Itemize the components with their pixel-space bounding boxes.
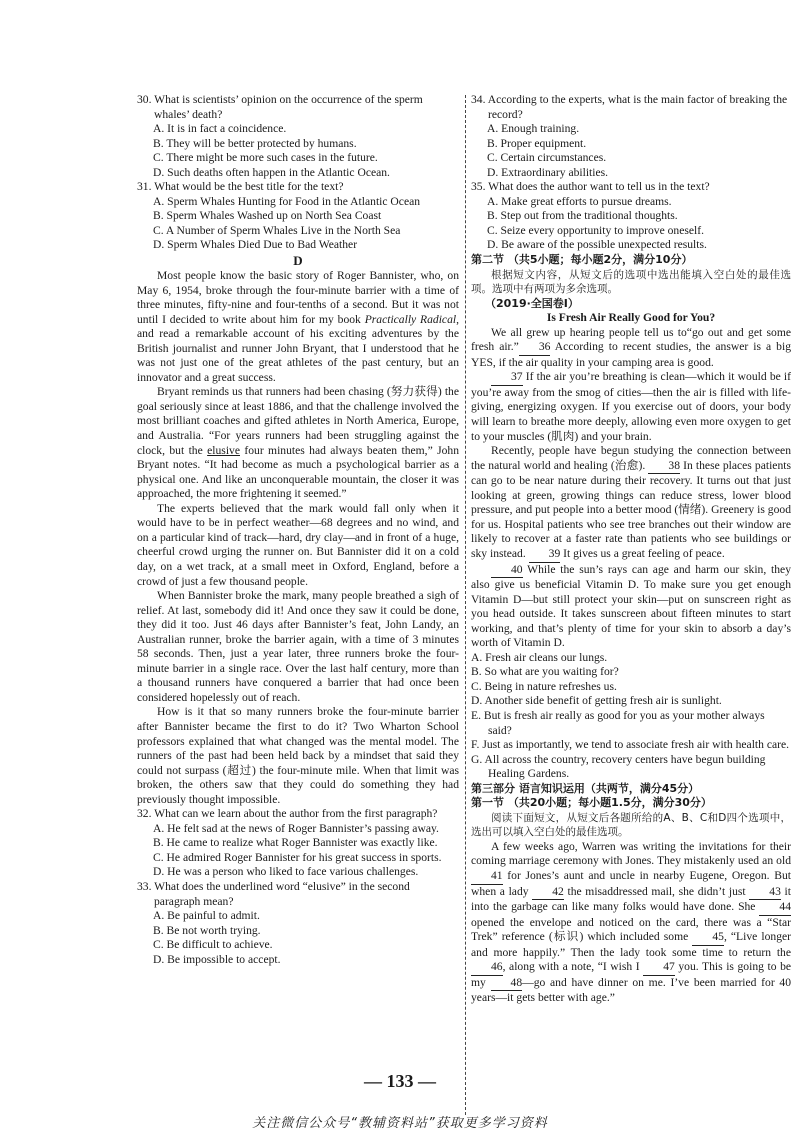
footer-note: 关注微信公众号“教辅资料站”获取更多学习资料 [252,1116,548,1131]
q33-options-row-2: C. Be difficult to achieve.D. Be impossible to accept. [153,938,281,966]
blank-36: 36 [519,340,551,356]
blank-44: 44 [759,900,791,916]
gap-option-f: F. Just as importantly, we tend to associate fresh air with health care. [471,738,790,752]
question-30: 30. What is scientists’ opinion on the occurrence of the sperm whales’ death? [137,93,423,121]
gap-option-g: G. All across the country, recovery centers have begun building Healing Gardens. [471,752,766,781]
gap-paragraph-3: Recently, people have begun studying the connection between the natural world and healing (治愈). 38 In these places patients can go to be near nature during their recovery. It turns out that just looking at green, growing things can reduce stress, lower blood pressure, and put people into a better mood (情绪). Greenery is good for us. Hospital patients who see tree branches out their window are likely to recover at a faster rate than patients who see buildings or sky instead. 39 It gives us a great feeling of peace. [471,444,791,562]
gap-option-c: C. Being in nature refreshes us. [471,679,617,693]
gap-paragraph-1: We all grew up hearing people tell us to“go out and get some fresh air.” 36 According to recent studies, the answer is a big YES, if the air quality in your camping area is good. [471,325,791,369]
q31-option-b: B. Sperm Whales Washed up on North Sea Coast [153,209,382,223]
gap-option-a: A. Fresh air cleans our lungs. [471,650,608,664]
gap-option-b: B. So what are you waiting for? [471,665,619,679]
q32-option-c: C. He admired Roger Bannister for his great success in sports. [153,850,442,864]
section-2-instructions: 根据短文内容，从短文后的选项中选出能填入空白处的最佳选项。选项中有两项为多余选项。 [471,268,791,296]
q31-option-a: A. Sperm Whales Hunting for Food in the Atlantic Ocean [153,194,421,208]
passage-d-paragraph-4: When Bannister broke the mark, many people breathed a sigh of relief. At last, somebody did it! And once they saw it could be done, they did it too. Just 46 days after Bannister’s feat, John Landy, an Australian runner, broke the barrier again, with a time of 3 minutes 58 seconds. Then, just a year later, three runners broke the four-minute barrier in a single race. Over the last half century, more than a thousand runners have conquered a barrier that had once been considered hopelessly out of reach. [137,589,459,704]
q32-option-b: B. He came to realize what Roger Bannister was exactly like. [153,836,438,850]
q35-option-d: D. Be aware of the possible unexpected results. [487,238,707,252]
source-label: （2019·全国卷Ⅰ） [485,296,579,310]
blank-48: 48 [491,976,523,992]
column-divider [465,95,466,1115]
question-32: 32. What can we learn about the author from the first paragraph? [137,807,438,821]
cloze-paragraph: A few weeks ago, Warren was writing the invitations for their coming marriage ceremony with Jones. They mistakenly used an old 41 for Jones’s aunt and uncle in nearby Eugene, Oregon. But when a lady 42 the misaddressed mail, she didn’t just 43 it into the garbage can like many folks would have done. She 44 opened the envelope and noticed on the card, there was a “Star Trek” reference (标识) which included some 45, “Live longer and more happily.” Then the lady took some time to return the 46, along with a note, “I wish I 47 you. This is going to be my 48—go and have dinner on me. I’ve been married for 40 years—it gets better with age.” [471,839,792,1005]
section-d-title: D [293,253,303,269]
q30-option-a: A. It is in fact a coincidence. [153,122,287,136]
blank-38: 38 [648,459,680,475]
gap-option-d: D. Another side benefit of getting fresh air is sunlight. [471,694,722,708]
q34-options-row-1: A. Enough training.B. Proper equipment. [487,122,587,150]
q34-options-row-2: C. Certain circumstances.D. Extraordinary abilities. [487,151,609,179]
q35-option-a: A. Make great efforts to pursue dreams. [487,194,672,208]
book-title: Practically Radical [364,312,457,326]
section-2-heading: 第二节 （共5小题；每小题2分，满分10分） [471,253,693,267]
blank-42: 42 [532,885,564,901]
blank-47: 47 [643,960,675,976]
passage-d-paragraph-2: Bryant reminds us that runners had been chasing (努力获得) the goal seriously since at least 1886, and that the challenge involved the most brilliant coaches and gifted athletes in North America, Europe, and Australia. “For years runners had been struggling against the clock, but the elusive four minutes had always beaten them,” John Bryant notes. “It had become as much a psychological barrier as a physical one. And like an unconquerable mountain, the closer it was approached, the more frightening it seemed.” [137,385,459,501]
q30-option-c: C. There might be more such cases in the future. [153,151,378,165]
blank-46: 46 [471,960,503,976]
q35-option-c: C. Seize every opportunity to improve oneself. [487,223,705,237]
part-3-heading: 第三部分 语言知识运用（共两节，满分45分） [471,781,700,795]
q31-option-d: D. Sperm Whales Died Due to Bad Weather [153,238,358,252]
passage-d-paragraph-3: The experts believed that the mark would fall only when it would have to be in perfect weather—68 degrees and no wind, and on a particular kind of track—hard, dry clay—and in front of a huge, cheerful crowd urging the runner on. But Bannister did it on a cold day, on a wet track, at a small meet in Oxford, England, before a crowd of just a few thousand people. [137,501,459,588]
passage-title: Is Fresh Air Really Good for You? [546,311,716,325]
section-1-heading: 第一节 （共20小题；每小题1.5分，满分30分） [471,796,712,810]
blank-39: 39 [529,547,561,563]
q32-option-a: A. He felt sad at the news of Roger Bannister’s passing away. [153,821,439,835]
blank-45: 45 [692,930,724,946]
gap-option-e: E. But is fresh air really as good for you as your mother always said? [471,708,765,737]
left-column [137,93,459,967]
blank-43: 43 [749,885,781,901]
question-35: 35. What does the author want to tell us in the text? [471,180,710,194]
question-31: 31. What would be the best title for the text? [137,180,344,194]
q30-option-b: B. They will be better protected by humans. [153,136,357,150]
q35-option-b: B. Step out from the traditional thoughts. [487,209,678,223]
gap-paragraph-2: 37 If the air you’re breathing is clean—which it would be if you’re away from the smog of cities—then the air is filled with life-giving, energizing oxygen. If you exercise out of doors, your body will learn to breathe more deeply, allowing even more oxygen to get to your muscles (肌肉) and your brain. [471,370,791,443]
blank-40: 40 [491,563,523,579]
q31-option-c: C. A Number of Sperm Whales Live in the North Sea [153,223,401,237]
section-1-instructions: 阅读下面短文，从短文后各题所给的A、B、C和D四个选项中，选出可以填入空白处的最佳选项。 [471,811,791,839]
right-column [471,93,791,1006]
question-33: 33. What does the underlined word “elusive” in the second paragraph mean? [137,879,410,908]
underlined-word-elusive: elusive [207,443,240,457]
blank-41: 41 [471,869,503,885]
page-number: — 133 — [364,1071,436,1091]
q30-option-d: D. Such deaths often happen in the Atlantic Ocean. [153,165,390,179]
q33-options-row-1: A. Be painful to admit.B. Be not worth trying. [153,909,261,937]
passage-d-paragraph-5: How is it that so many runners broke the four-minute barrier after Bannister became the first to do it? Two Wharton School professors explained that what changed was the mental model. The runners of the past had been held back by a mindset that said they could not surpass (超过) the four-minute mile. When that limit was broken, the others saw that they could do something they had previously thought impossible. [137,705,459,806]
question-34: 34. According to the experts, what is the main factor of breaking the record? [471,93,788,121]
blank-37: 37 [491,370,523,386]
passage-d-paragraph-1: Most people know the basic story of Roger Bannister, who, on May 6, 1954, broke through the four-minute barrier with a time of three minutes, fifty-nine and four-tenths of a second. But it was not until I decided to write about him for my book Practically Radical, and read a remarkable account of his exciting adventures by the British journalist and runner John Bryant, that I understood that he was not just one of the great athletes of the past century, but an innovator and a great success. [137,269,459,384]
gap-paragraph-4: 40 While the sun’s rays can age and harm our skin, they also give us beneficial Vitamin D. To make sure you get enough Vitamin D—but still protect your skin—put on sunscreen right as you head outside. It takes sunscreen about fifteen minutes to start working, and that’s plenty of time for your skin to absorb a day’s worth of Vitamin D. [471,562,791,650]
q32-option-d: D. He was a person who liked to face various challenges. [153,865,419,879]
